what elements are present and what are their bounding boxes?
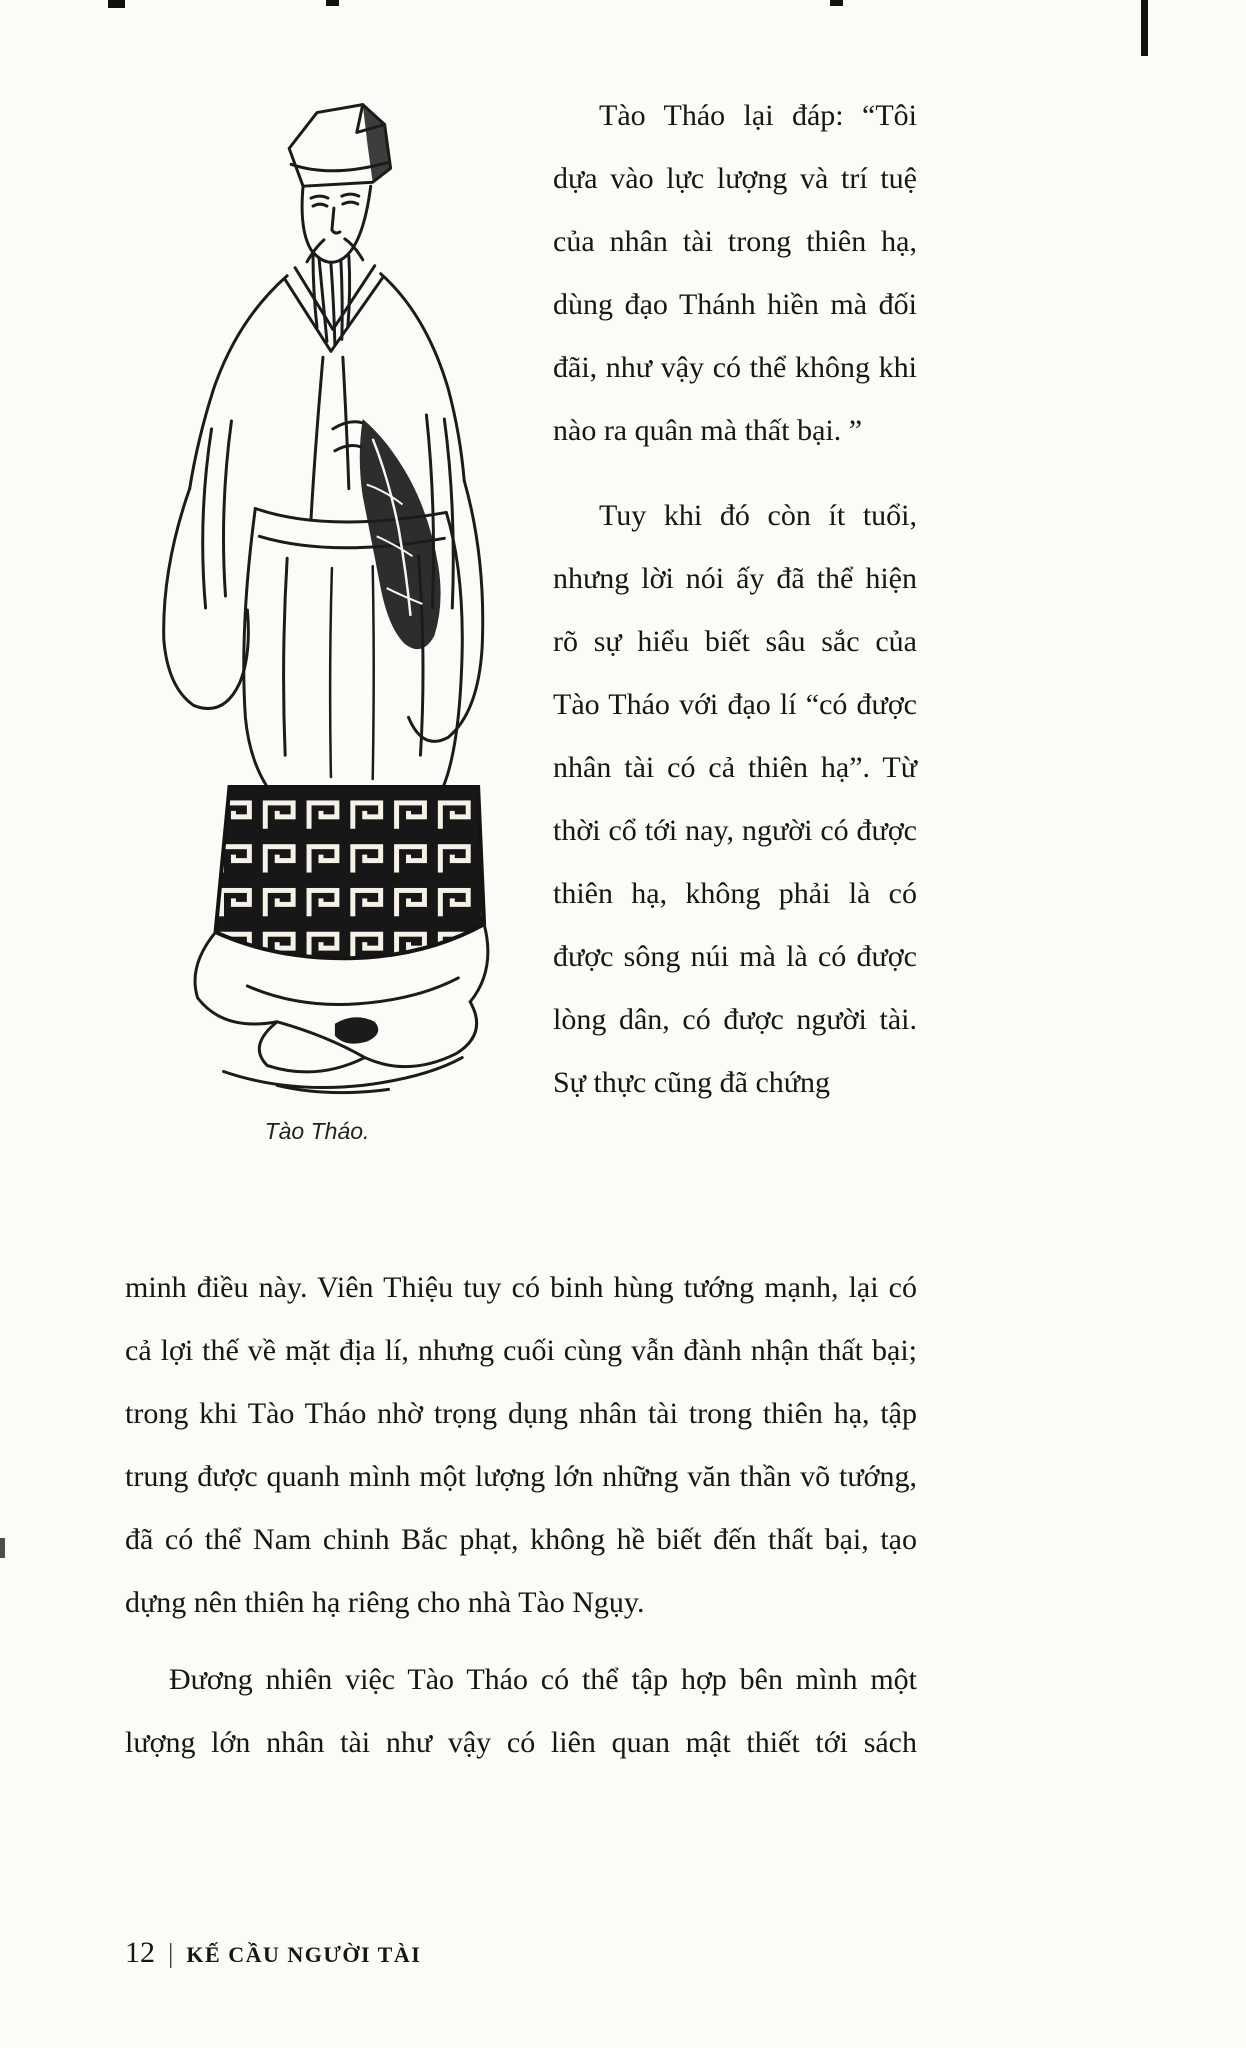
scan-artifact	[108, 0, 125, 8]
text-body	[125, 1256, 917, 1774]
paragraph: Tào Tháo lại đáp: “Tôi dựa vào lực lượng và trí tuệ của nhân tài trong thiên hạ, dùng đạo Thánh hiền mà đối đãi, như vậy có thể không khi nào ra quân mà thất bại. ”	[553, 99, 917, 447]
book-title: KẾ CẦU NGƯỜI TÀI	[186, 1942, 422, 1967]
scan-artifact	[830, 0, 843, 6]
paragraph: minh điều này. Viên Thiệu tuy có binh hùng tướng mạnh, lại có cả lợi thế về mặt địa lí, nhưng cuối cùng vẫn đành nhận thất bại; trong khi Tào Tháo nhờ trọng dụng nhân tài trong thiên hạ, tập trung được quanh mình một lượng lớn những văn thần võ tướng, đã có thể Nam chinh Bắc phạt, không hề biết đến thất bại, tạo dựng nên thiên hạ riêng cho nhà Tào Ngụy.	[125, 1271, 917, 1619]
tao-thao-illustration-drawing	[128, 88, 506, 1108]
footer-divider: |	[168, 1938, 174, 1968]
scan-artifact	[1141, 0, 1148, 56]
scan-artifact	[326, 0, 339, 6]
text-column	[553, 84, 917, 1114]
scan-artifact	[0, 1538, 5, 1558]
page-footer	[125, 1936, 421, 1970]
page-number: 12	[125, 1936, 155, 1969]
paragraph: Đương nhiên việc Tào Tháo có thể tập hợp bên mình một lượng lớn nhân tài như vậy có liên quan mật thiết tới sách	[125, 1663, 917, 1759]
paragraph: Tuy khi đó còn ít tuổi, nhưng lời nói ấy đã thể hiện rõ sự hiểu biết sâu sắc của Tào Tháo với đạo lí “có được nhân tài có cả thiên hạ”. Từ thời cổ tới nay, người có được thiên hạ, không phải là có được sông núi mà là có được lòng dân, có được người tài. Sự thực cũng đã chứng	[553, 499, 917, 1099]
tao-thao-figure	[128, 88, 506, 1145]
figure-caption: Tào Tháo.	[264, 1118, 370, 1144]
